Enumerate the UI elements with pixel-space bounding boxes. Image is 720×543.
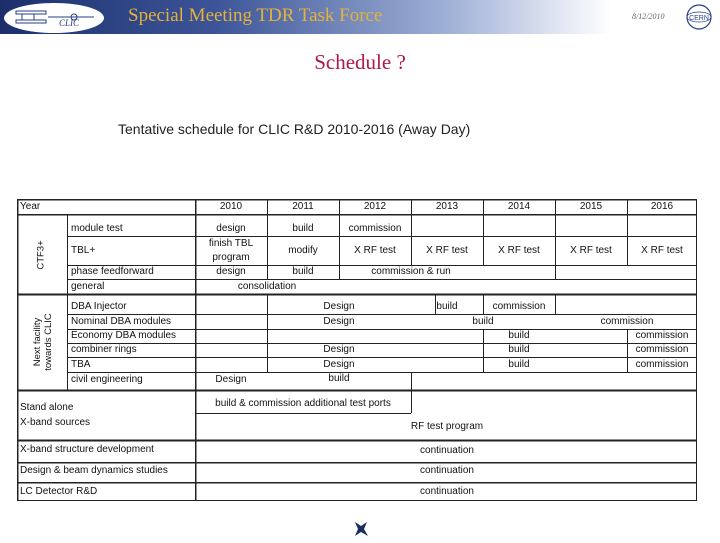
nominal-dba-build: build [472,316,494,327]
row-tbl-label: TBL+ [71,245,96,256]
tbl-2014: X RF test [498,245,540,256]
year-2012: 2012 [363,201,387,212]
header-bar [0,0,720,34]
module-test-2010: design [216,223,246,234]
nominal-dba-commission: commission [600,316,654,327]
row-module-test-label: module test [71,223,123,234]
year-2014: 2014 [507,201,531,212]
tbl-2010-line2: program [212,252,250,263]
schedule-table [17,199,697,501]
tbl-2010-line1: finish TBL [208,238,254,249]
slide-title: Schedule ? [314,50,406,74]
tbl-2015: X RF test [570,245,612,256]
dba-injector-design: Design [323,301,355,312]
phase-feedforward-2011: build [292,266,314,277]
year-2016: 2016 [650,201,674,212]
header-title: Special Meeting TDR Task Force [128,5,383,26]
logo-text: CLIC [59,18,80,28]
phase-feedforward-2012-13: commission & run [371,266,451,277]
lc-detector-value: continuation [420,486,474,497]
row-tba-label: TBA [71,359,91,370]
year-2013: 2013 [435,201,459,212]
year-2015: 2015 [579,201,603,212]
group-next-facility [32,313,54,371]
row-design-beam-label: Design & beam dynamics studies [20,465,168,476]
combiner-rings-commission: commission [635,344,689,355]
year-2011: 2011 [292,201,314,212]
combiner-rings-build: build [508,344,530,355]
row-phase-feedforward-label: phase feedforward [71,266,154,277]
general-2010-11: consolidation [237,281,297,292]
phase-feedforward-2010: design [216,266,246,277]
year-header: Year [20,201,41,212]
row-xband-sources-label: X-band sources [20,417,91,428]
tba-commission: commission [635,359,689,370]
row-lc-detector-label: LC Detector R&D [20,486,98,497]
combiner-rings-design: Design [323,344,355,355]
tbl-2011: modify [288,245,318,256]
group-next-facility-line2: towards CLIC [43,313,54,371]
row-combiner-rings-label: combiner rings [71,344,137,355]
civil-engineering-build: build [328,373,350,384]
cern-logo-icon [684,3,714,31]
row-stand-alone-label: Stand alone [20,402,74,413]
year-2010: 2010 [219,201,243,212]
economy-dba-commission: commission [635,330,689,341]
module-test-2012: commission [348,223,402,234]
dba-injector-commission: commission [492,301,546,312]
tbl-2012: X RF test [354,245,396,256]
row-general-label: general [71,281,105,292]
civil-engineering-design: Design [215,374,247,385]
row-xband-structure-label: X-band structure development [20,444,154,455]
row-economy-dba-label: Economy DBA modules [71,330,177,341]
nominal-dba-design: Design [323,316,355,327]
xband-sources-value: RF test program [410,421,484,432]
row-dba-injector-label: DBA Injector [71,301,127,312]
tbl-2016: X RF test [641,245,683,256]
tba-design: Design [323,359,355,370]
row-nominal-dba-label: Nominal DBA modules [71,316,172,327]
dba-injector-build: build [436,301,458,312]
row-civil-engineering-label: civil engineering [71,374,143,385]
stand-alone-value: build & commission additional test ports [215,398,391,409]
cern-logo [684,3,714,36]
clic-logo-graphic [4,3,104,33]
xband-structure-value: continuation [420,445,474,456]
tba-build: build [508,359,530,370]
economy-dba-build: build [508,330,530,341]
module-test-2011: build [292,223,314,234]
group-ctf3: CTF3+ [35,240,47,270]
clic-logo [4,3,104,33]
design-beam-value: continuation [420,465,474,476]
group-next-facility-line1: Next facility [32,317,43,367]
slide-subtitle: Tentative schedule for CLIC R&D 2010-2016 (Away Day) [118,121,471,137]
tbl-2013: X RF test [426,245,468,256]
cern-logo-text: CERN [689,15,709,22]
header-date: 8/12/2010 [632,12,665,21]
